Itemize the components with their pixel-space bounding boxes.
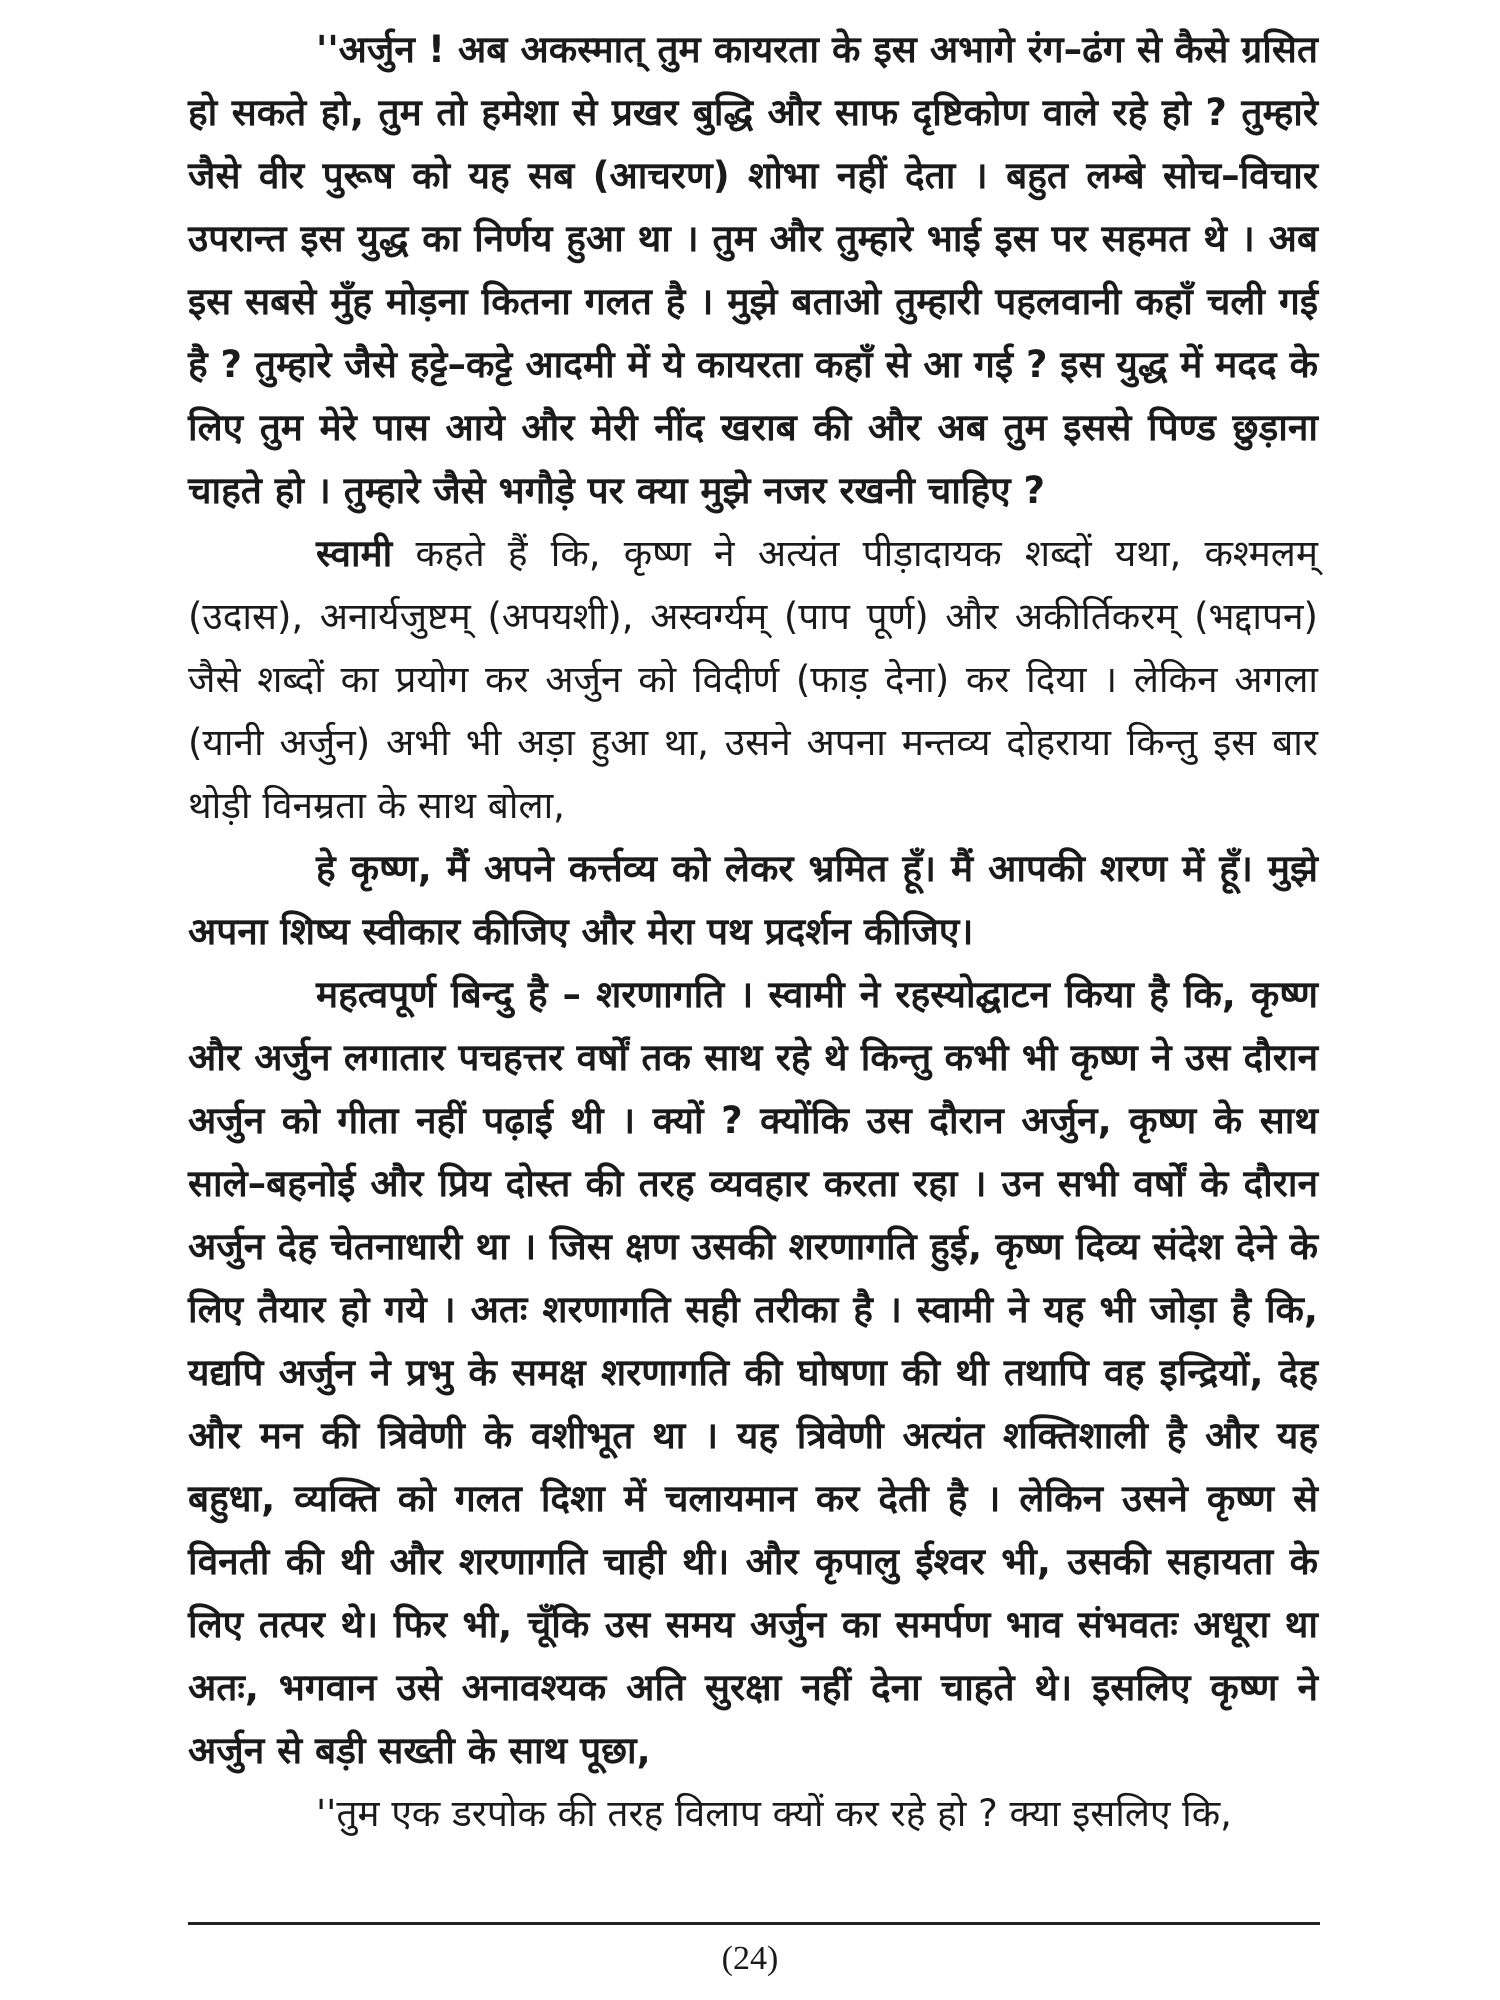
paragraph-closing-quote: ''तुम एक डरपोक की तरह विलाप क्यों कर रहे हो ? क्या इसलिए कि, — [316, 1792, 1232, 1835]
paragraph-sharanagati: महत्वपूर्ण बिन्दु है – शरणागति । स्वामी ने रहस्योद्घाटन किया है कि, कृष्ण और अर्जुन लगातार पचहत्तर वर्षों तक साथ रहे थे किन्तु कभी भी कृष्ण ने उस दौरान अर्जुन को गीता नहीं पढ़ाई थी । क्यों ? क्योंकि उस दौरान अर्जुन, कृष्ण के साथ साले–बहनोई और प्रिय दोस्त की तरह व्यवहार करता रहा । उन सभी वर्षों के दौरान अर्जुन देह चेतनाधारी था । जिस क्षण उसकी शरणागति हुई, कृष्ण दिव्य संदेश देने के लिए तैयार हो गये । अतः शरणागति सही तरीका है । स्वामी ने यह भी जोड़ा है कि, यद्यपि अर्जुन ने प्रभु के समक्ष शरणागति की घोषणा की थी तथापि वह इन्द्रियों, देह और मन की त्रिवेणी के वशीभूत था । यह त्रिवेणी अत्यंत शक्तिशाली है और यह बहुधा, व्यक्ति को गलत दिशा में चलायमान कर देती है । लेकिन उसने कृष्ण से विनती की थी और शरणागति चाही थी। और कृपालु ईश्वर भी, उसकी सहायता के लिए तत्पर थे। फिर भी, चूँकि उस समय अर्जुन का समर्पण भाव संभवतः अधूरा था अतः, भगवान उसे अनावश्यक अति सुरक्षा नहीं देना चाहते थे। इसलिए कृष्ण ने अर्जुन से बड़ी सख्ती के साथ पूछा, — [188, 973, 1318, 1772]
footer-rule — [188, 1922, 1320, 1925]
paragraph-krishna-speech: ''अर्जुन ! अब अकस्मात् तुम कायरता के इस अभागे रंग–ढंग से कैसे ग्रसित हो सकते हो, तुम तो हमेशा से प्रखर बुद्धि और साफ दृष्टिकोण वाले रहे हो ? तुम्हारे जैसे वीर पुरूष को यह सब (आचरण) शोभा नहीं देता । बहुत लम्बे सोच–विचार उपरान्त इस युद्ध का निर्णय हुआ था । तुम और तुम्हारे भाई इस पर सहमत थे । अब इस सबसे मुँह मोड़ना कितना गलत है । मुझे बताओ तुम्हारी पहलवानी कहाँ चली गई है ? तुम्हारे जैसे हट्टे–कट्टे आदमी में ये कायरता कहाँ से आ गई ? इस युद्ध में मदद के लिए तुम मेरे पास आये और मेरी नींद खराब की और अब तुम इससे पिण्ड छुड़ाना चाहते हो । तुम्हारे जैसे भगौड़े पर क्या मुझे नजर रखनी चाहिए ? — [188, 28, 1318, 512]
paragraph-arjuna-plea: हे कृष्ण, मैं अपने कर्त्तव्य को लेकर भ्रमित हूँ। मैं आपकी शरण में हूँ। मुझे अपना शिष्य स्वीकार कीजिए और मेरा पथ प्रदर्शन कीजिए। — [188, 847, 1318, 953]
body-text — [188, 18, 1318, 1845]
swami-lead-word: स्वामी — [316, 532, 393, 575]
paragraph-swami-says — [188, 522, 1318, 837]
paragraph-swami-says-text: कहते हैं कि, कृष्ण ने अत्यंत पीड़ादायक शब्दों यथा, कश्मलम् (उदास), अनार्यजुष्टम् (अपयशी), अस्वर्ग्यम् (पाप पूर्ण) और अकीर्तिकरम् (भद्दापन) जैसे शब्दों का प्रयोग कर अर्जुन को विदीर्ण (फाड़ देना) कर दिया । लेकिन अगला (यानी अर्जुन) अभी भी अड़ा हुआ था, उसने अपना मन्तव्य दोहराया किन्तु इस बार थोड़ी विनम्रता के साथ बोला, — [188, 532, 1318, 827]
page-number: (24) — [721, 1940, 779, 1977]
